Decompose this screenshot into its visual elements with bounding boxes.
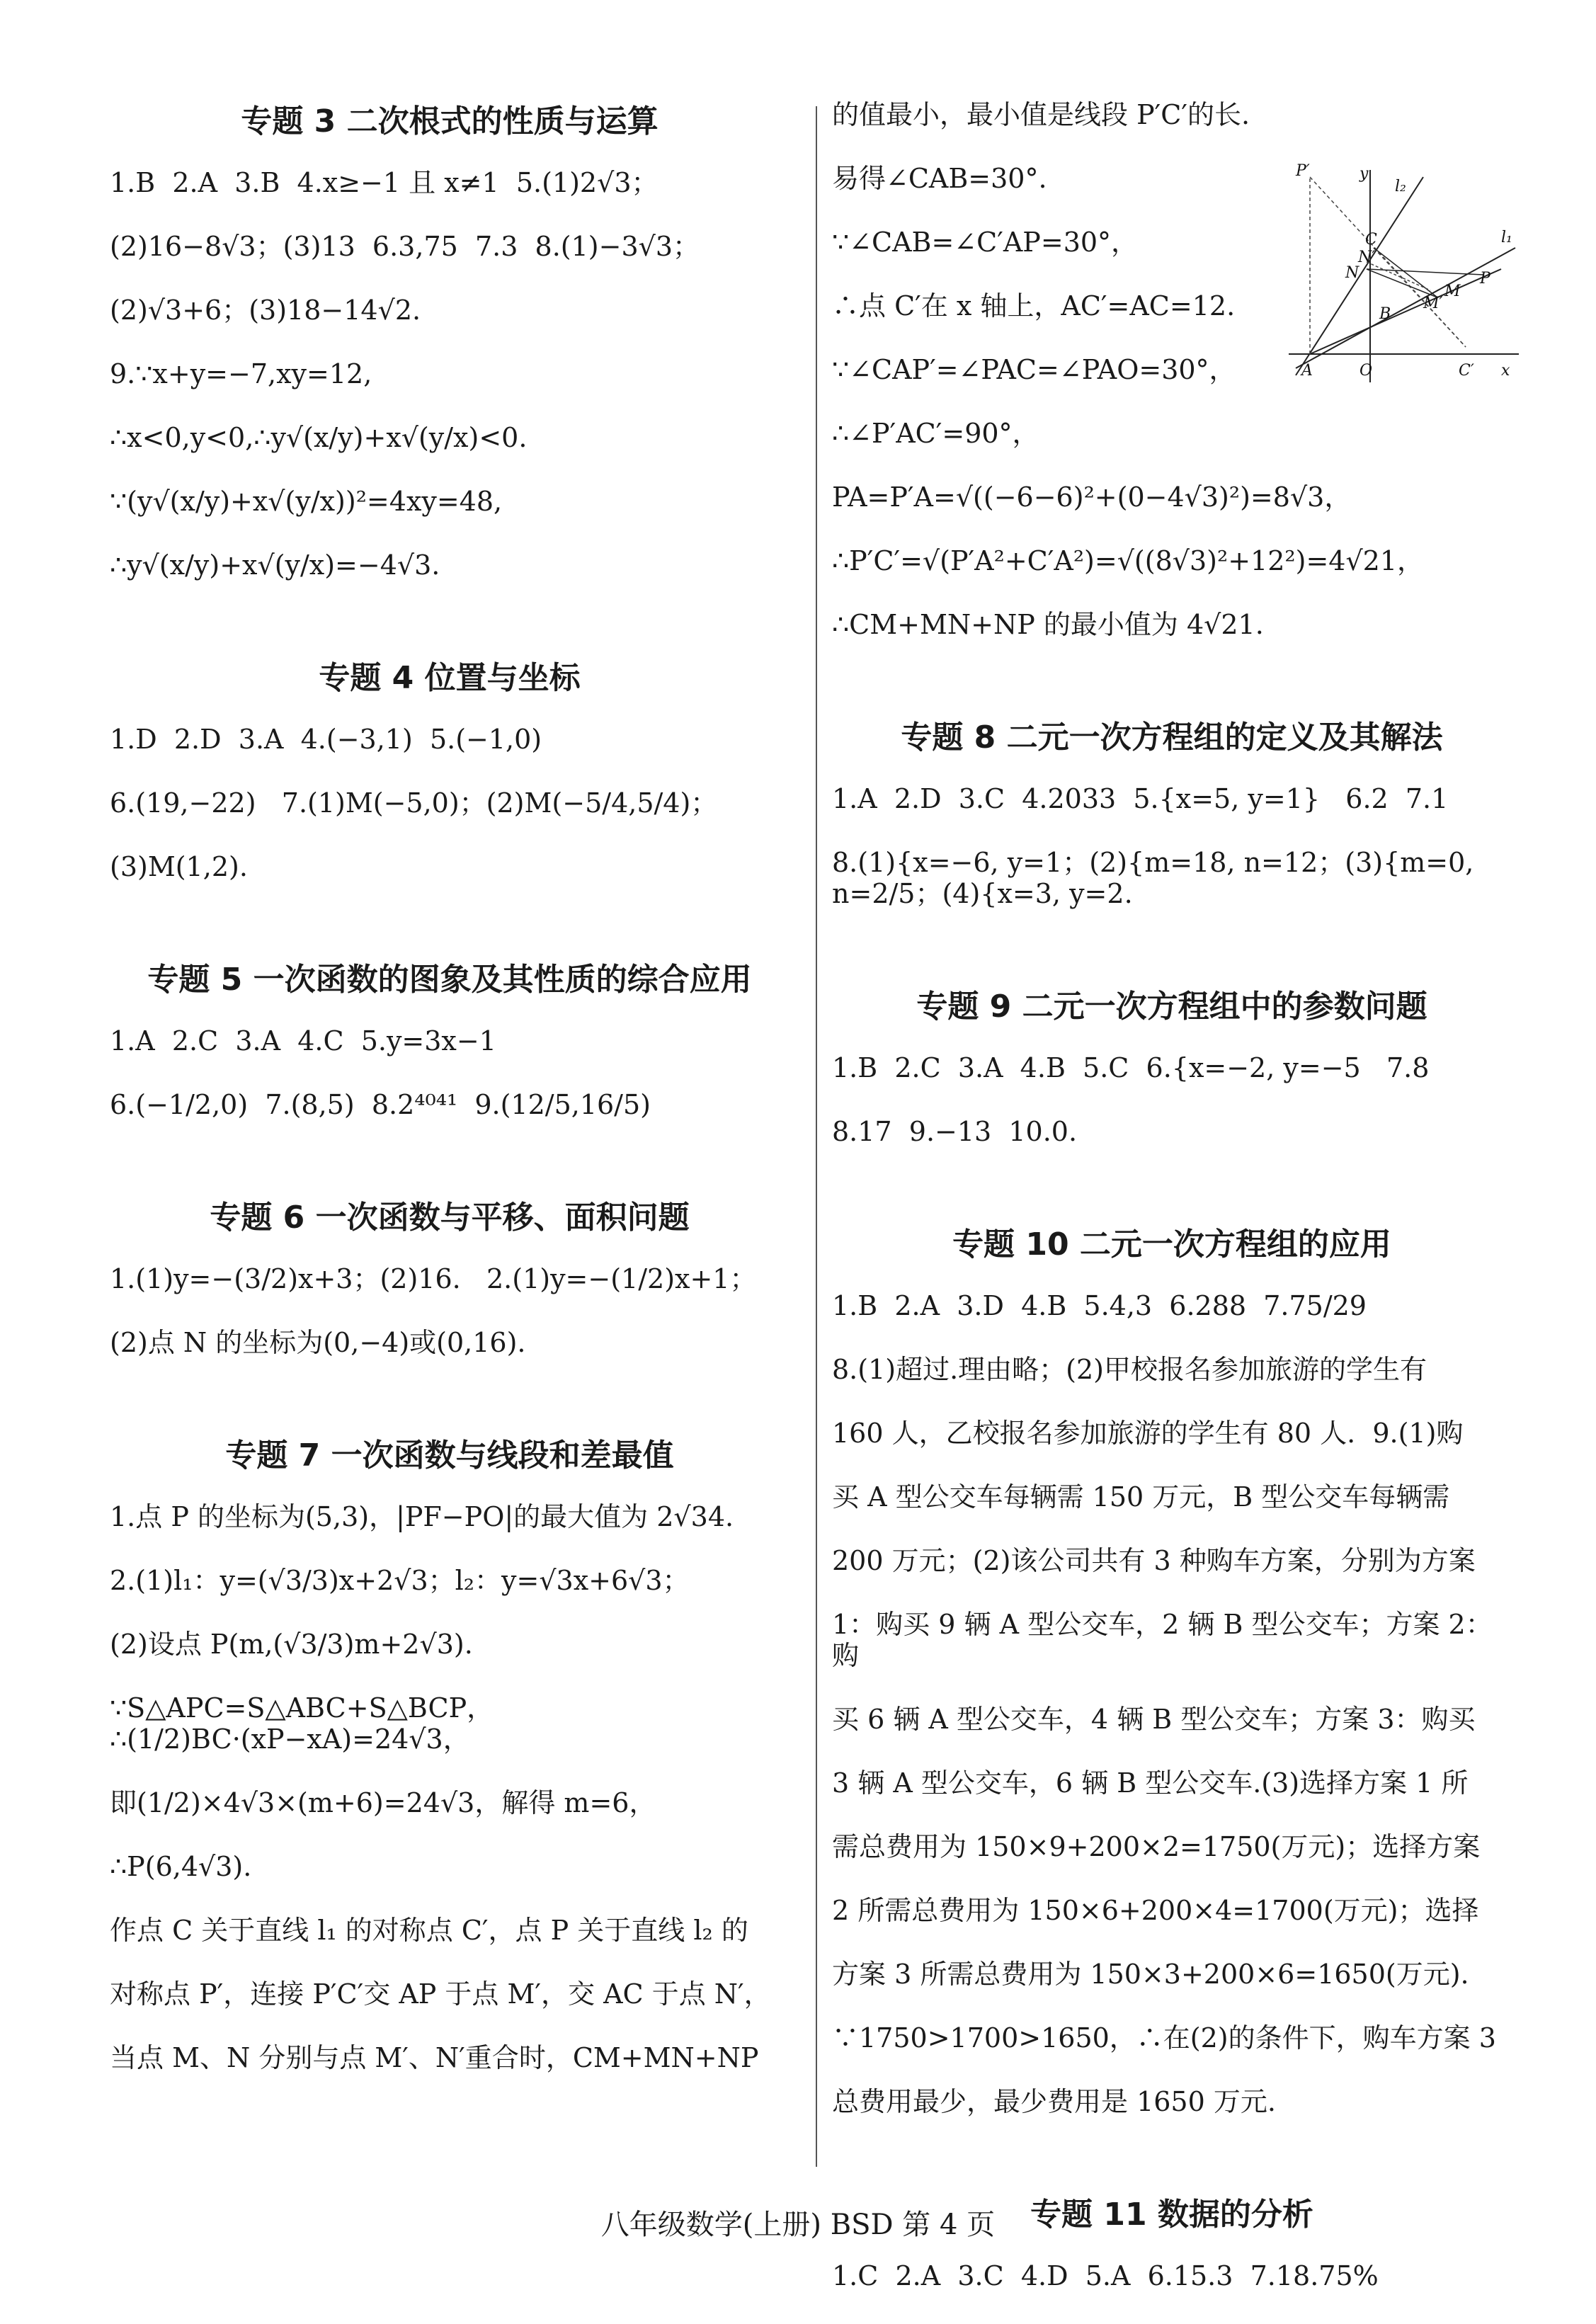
answer-line: ∴y√(x/y)+x√(y/x)=−4√3. (110, 549, 440, 581)
answer-line: ∴CM+MN+NP 的最小值为 4√21. (832, 609, 1264, 640)
answer-line: 1：购买 9 辆 A 型公交车，2 辆 B 型公交车；方案 2：购 (832, 1609, 1493, 1671)
answer-line: (2)点 N 的坐标为(0,−4)或(0,16). (110, 1327, 526, 1358)
section-heading: 专题 5 一次函数的图象及其性质的综合应用 (147, 962, 752, 998)
answer-line: 买 A 型公交车每辆需 150 万元，B 型公交车每辆需 (832, 1481, 1450, 1513)
label-l2: l₂ (1395, 178, 1406, 195)
segment-np (1367, 269, 1483, 275)
answer-line: 200 万元；(2)该公司共有 3 种购车方案，分别为方案 (832, 1545, 1476, 1576)
answer-line: 的值最小，最小值是线段 P′C′的长. (832, 99, 1250, 130)
answer-line: ∴P′C′=√(P′A²+C′A²)=√((8√3)²+12²)=4√21， (832, 545, 1425, 576)
answer-line: 总费用最少，最少费用是 1650 万元. (832, 2086, 1276, 2117)
section-heading: 专题 11 数据的分析 (1030, 2197, 1313, 2233)
label-c: C (1365, 231, 1377, 249)
column-divider (816, 106, 817, 2167)
answer-line: 易得∠CAB=30°. (832, 163, 1047, 194)
answer-line: (2)16−8√3；(3)13 6.3,75 7.3 8.(1)−3√3； (110, 231, 700, 262)
left-column (110, 99, 790, 2106)
label-c-prime: C′ (1459, 362, 1474, 380)
segment-mn (1367, 269, 1437, 297)
line-l1 (1296, 248, 1515, 368)
answer-line: 买 6 辆 A 型公交车，4 辆 B 型公交车；方案 3：购买 (832, 1704, 1476, 1735)
label-b: B (1379, 305, 1391, 323)
answer-line: 1.(1)y=−(3/2)x+3；(2)16. 2.(1)y=−(1/2)x+1； (110, 1263, 757, 1294)
page-footer: 八年级数学(上册) BSD 第 4 页 (600, 2209, 996, 2241)
answer-line: ∴x<0,y<0,∴y√(x/y)+x√(y/x)<0. (110, 422, 528, 453)
answer-line: ∵∠CAB=∠C′AP=30°， (832, 227, 1139, 258)
segment-m-prime-n-prime (1367, 262, 1430, 290)
answer-line: PA=P′A=√((−6−6)²+(0−4√3)²)=8√3， (832, 482, 1352, 513)
answer-line: 即(1/2)×4√3×(m+6)=24√3，解得 m=6， (110, 1787, 656, 1818)
section-heading: 专题 10 二元一次方程组的应用 (952, 1226, 1391, 1263)
answer-line: 2.(1)l₁：y=(√3/3)x+2√3；l₂：y=√3x+6√3； (110, 1565, 690, 1596)
answer-line: 6.(19,−22) 7.(1)M(−5,0)；(2)M(−5/4,5/4)； (110, 787, 718, 819)
section-heading: 专题 6 一次函数与平移、面积问题 (210, 1200, 690, 1236)
answer-line: 1.A 2.D 3.C 4.2033 5.{x=5, y=1} 6.2 7.1 (832, 783, 1449, 814)
answer-line: 9.∵x+y=−7,xy=12, (110, 358, 372, 389)
label-p-prime: P′ (1296, 163, 1310, 180)
answer-line: 6.(−1/2,0) 7.(8,5) 8.2⁴⁰⁴¹ 9.(12/5,16/5) (110, 1089, 651, 1120)
answer-line: (2)√3+6；(3)18−14√2. (110, 295, 421, 326)
label-m: M (1444, 283, 1461, 300)
geometry-figure (1289, 163, 1522, 389)
segment-cm (1374, 248, 1437, 297)
line-l2 (1296, 177, 1423, 375)
label-l1: l₁ (1501, 229, 1512, 246)
answer-line: ∵S△APC=S△ABC+S△BCP，∴(1/2)BC·(xP−xA)=24√3， (110, 1692, 494, 1755)
answer-line: 1.B 2.C 3.A 4.B 5.C 6.{x=−2, y=−5 7.8 (832, 1052, 1430, 1083)
label-o: O (1360, 362, 1373, 380)
section-heading: 专题 4 位置与坐标 (319, 660, 581, 696)
label-a: A (1301, 362, 1313, 380)
answer-line: ∴∠P′AC′=90°， (832, 418, 1039, 449)
answer-line: 8.(1){x=−6, y=1；(2){m=18, n=12；(3){m=0, n=2/5；(4){x=3, y=2. (832, 847, 1483, 909)
answer-line: 1.B 2.A 3.D 4.B 5.4,3 6.288 7.75/29 (832, 1290, 1367, 1321)
answer-line: (2)设点 P(m,(√3/3)m+2√3). (110, 1629, 473, 1660)
answer-line: ∵1750>1700>1650，∴在(2)的条件下，购车方案 3 (832, 2022, 1496, 2054)
answer-line: 方案 3 所需总费用为 150×3+200×6=1650(万元). (832, 1959, 1469, 1990)
answer-line: 1.B 2.A 3.B 4.x≥−1 且 x≠1 5.(1)2√3； (110, 167, 659, 198)
section-heading: 专题 3 二次根式的性质与运算 (241, 103, 659, 139)
answer-line: (3)M(1,2). (110, 851, 248, 882)
answer-line: ∴P(6,4√3). (110, 1851, 252, 1882)
answer-line: ∴点 C′在 x 轴上，AC′=AC=12. (832, 290, 1236, 321)
label-p: P (1480, 270, 1490, 287)
answer-line: 8.17 9.−13 10.0. (832, 1116, 1078, 1147)
answer-line: 需总费用为 150×9+200×2=1750(万元)；选择方案 (832, 1831, 1481, 1862)
answer-line: 当点 M、N 分别与点 M′、N′重合时，CM+MN+NP (110, 2042, 759, 2073)
answer-line: ∵∠CAP′=∠PAC=∠PAO=30°， (832, 354, 1236, 385)
answer-line: 3 辆 A 型公交车，6 辆 B 型公交车.(3)选择方案 1 所 (832, 1767, 1469, 1799)
answer-line: 8.(1)超过.理由略；(2)甲校报名参加旅游的学生有 (832, 1354, 1427, 1385)
answer-line: 1.C 2.A 3.C 4.D 5.A 6.15.3 7.18.75% (832, 2260, 1379, 2291)
label-n: N (1345, 264, 1360, 282)
answer-line: 1.A 2.C 3.A 4.C 5.y=3x−1 (110, 1025, 496, 1056)
section-heading: 专题 8 二元一次方程组的定义及其解法 (901, 719, 1443, 756)
answer-line: 1.D 2.D 3.A 4.(−3,1) 5.(−1,0) (110, 724, 542, 755)
label-y: y (1360, 165, 1369, 183)
label-x: x (1501, 362, 1510, 380)
answer-line: ∵(y√(x/y)+x√(y/x))²=4xy=48, (110, 486, 503, 517)
answer-line: 160 人，乙校报名参加旅游的学生有 80 人. 9.(1)购 (832, 1418, 1464, 1449)
label-n-prime: N′ (1358, 249, 1376, 266)
answer-line: 对称点 P′，连接 P′C′交 AP 于点 M′，交 AC 于点 N′， (110, 1978, 771, 2010)
right-column (832, 99, 1512, 2324)
answer-line: 2 所需总费用为 150×6+200×4=1700(万元)；选择 (832, 1895, 1479, 1926)
label-m-prime: M′ (1423, 295, 1443, 312)
answer-line: 1.点 P 的坐标为(5,3)，|PF−PO|的最大值为 2√34. (110, 1501, 734, 1532)
answer-line: 作点 C 关于直线 l₁ 的对称点 C′，点 P 关于直线 l₂ 的 (110, 1915, 748, 1946)
section-heading: 专题 9 二元一次方程组中的参数问题 (916, 989, 1427, 1025)
section-heading: 专题 7 一次函数与线段和差最值 (225, 1437, 674, 1474)
